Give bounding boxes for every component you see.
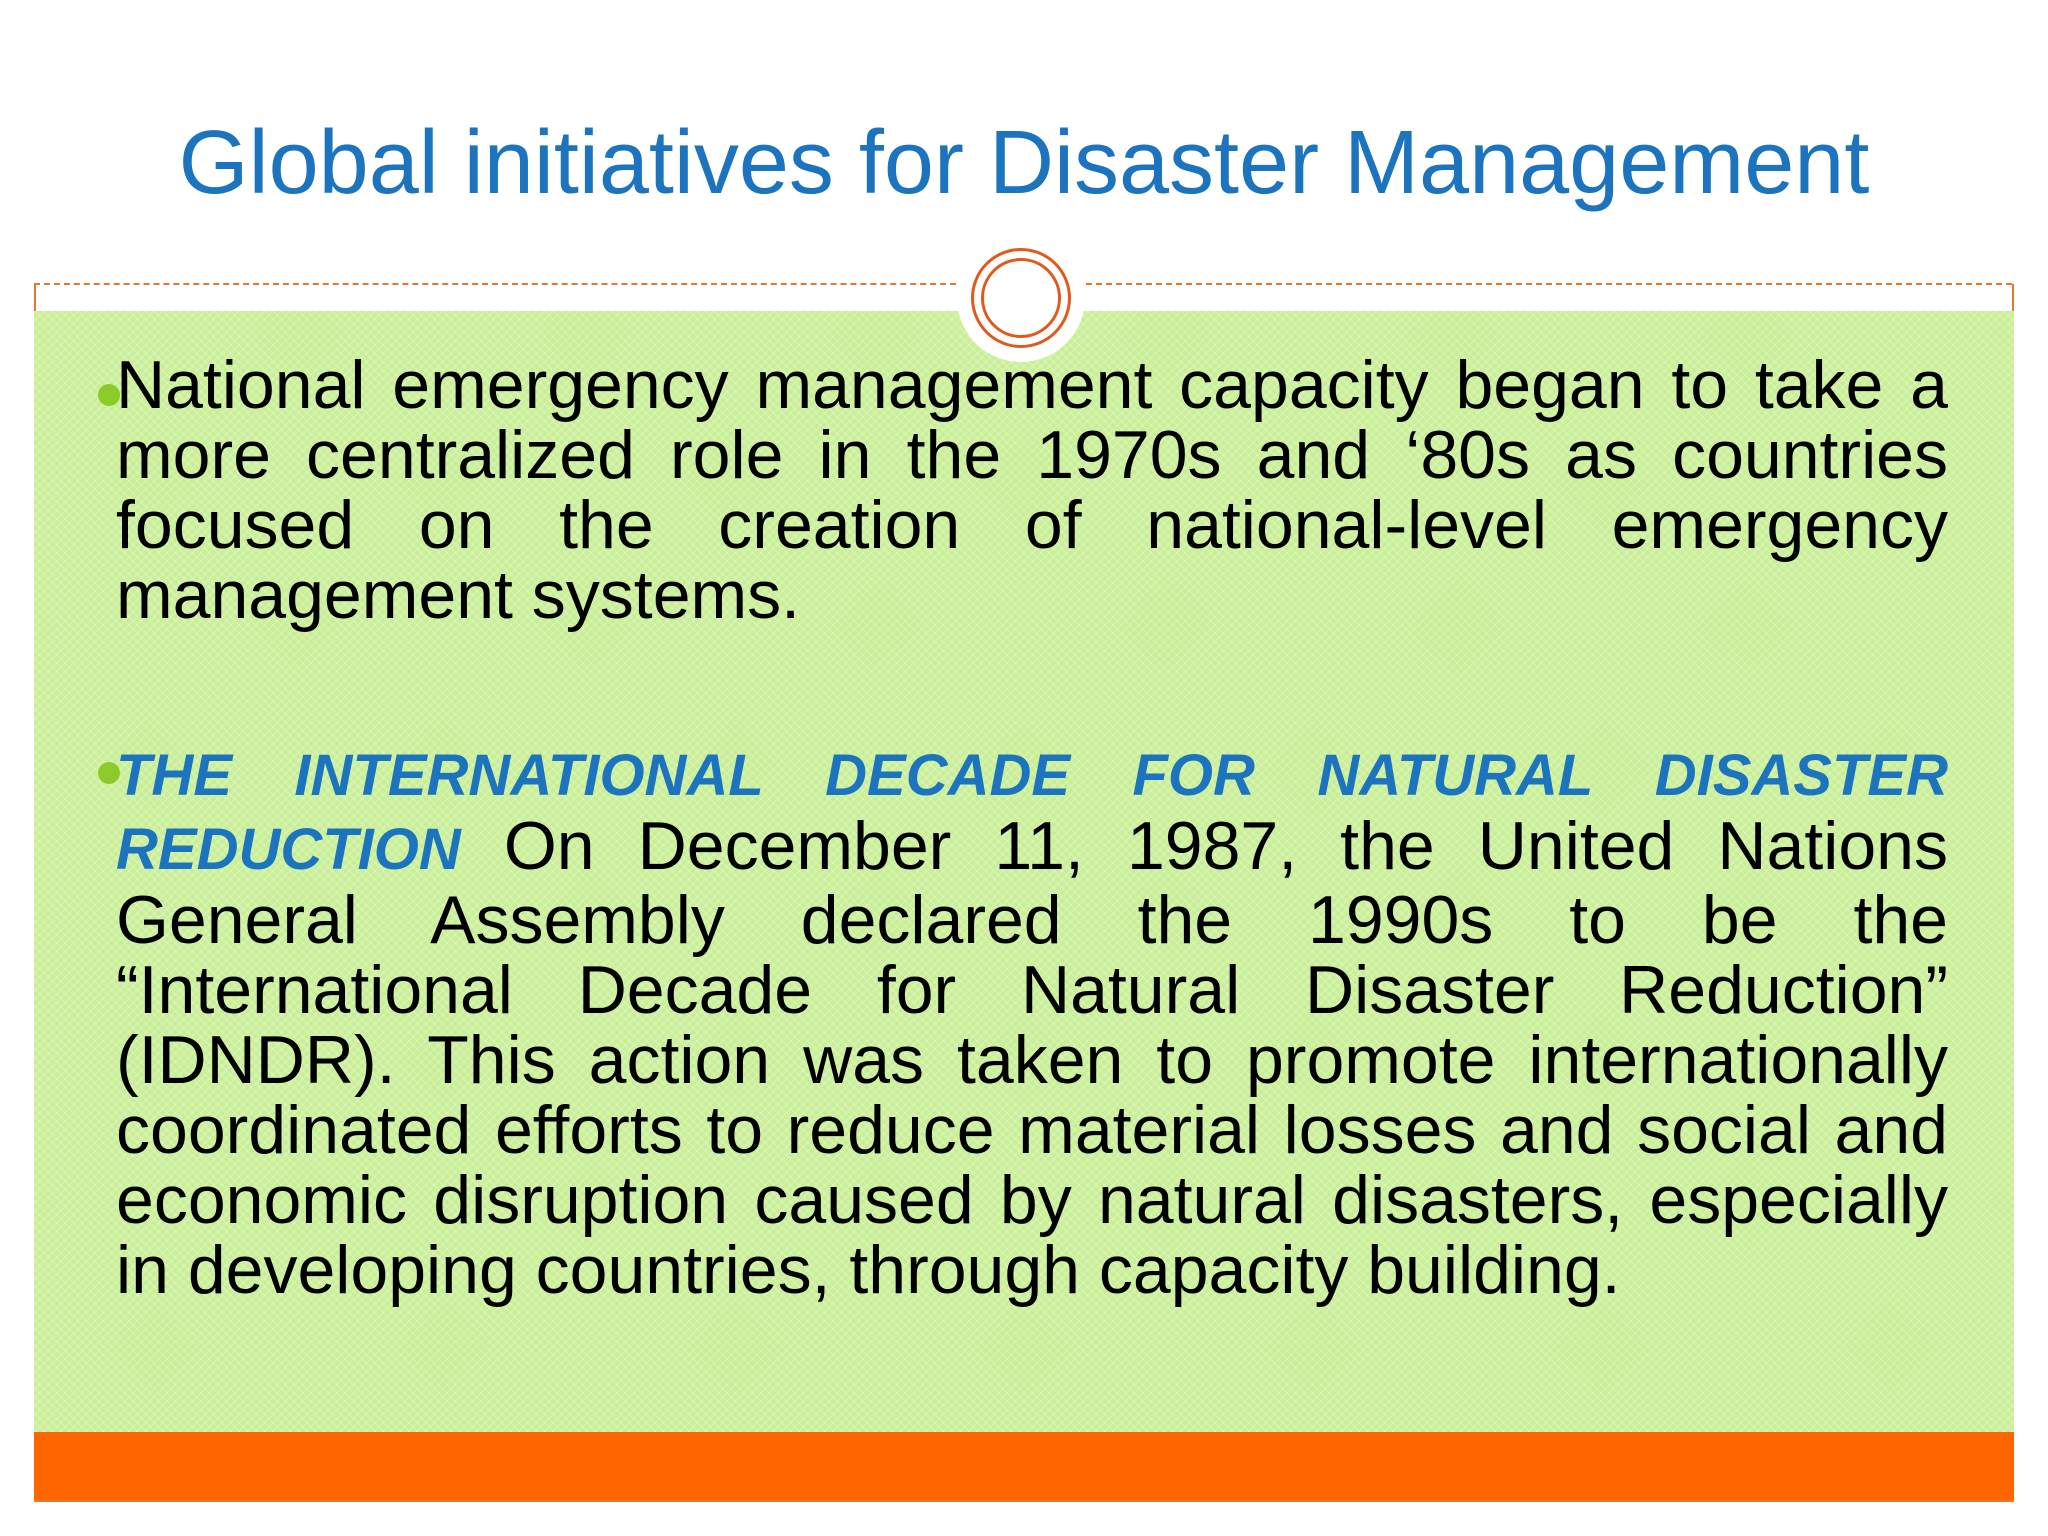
divider-line-left <box>34 283 956 285</box>
bullet-item-national-capacity <box>116 347 1948 633</box>
bullet-text: National emergency management capacity began to take a more centralized role in the 1970s and ‘80s as countries focused on the creation of national-level emergency management systems. <box>116 347 1948 633</box>
divider-line-right <box>1086 283 2012 285</box>
bullet-heading: THE INTERNATIONAL DECADE FOR NATURAL DISASTER REDUCTION <box>116 743 1948 882</box>
bullet-item-idndr <box>116 737 1948 1308</box>
bullet-text: On December 11, 1987, the United Nations General Assembly declared the 1990s to be the “International Decade for Natural Disaster Reduction” (IDNDR). This action was taken to promote internationally coordinated efforts to reduce material losses and social and economic disruption caused by natural disasters, especially in developing countries, through capacity building. <box>116 808 1948 1308</box>
double-ring-inner-icon <box>981 258 1061 338</box>
slide-title: Global initiatives for Disaster Management <box>178 113 1870 213</box>
bottom-accent-bar <box>34 1432 2014 1500</box>
